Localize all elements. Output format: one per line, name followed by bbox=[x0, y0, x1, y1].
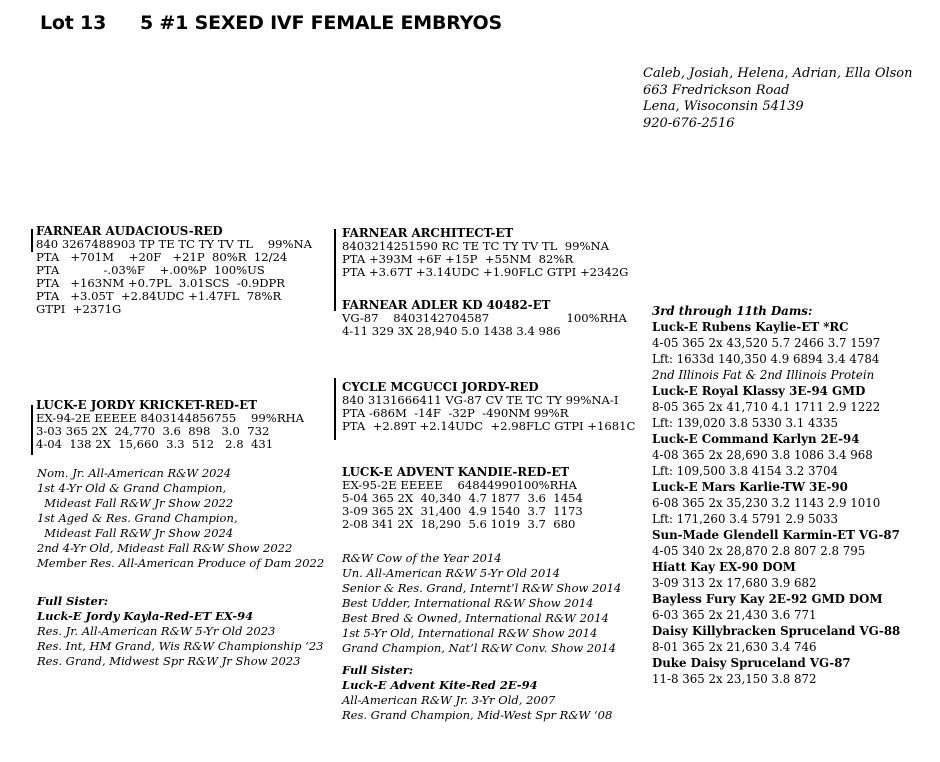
full-sister-name: Luck-E Jordy Kayla-Red-ET EX-94 bbox=[37, 609, 254, 623]
full-sister-line: Res. Jr. All-American R&W 5-Yr Old 2023 bbox=[37, 624, 276, 638]
sire-line: GTPI +2371G bbox=[36, 302, 122, 316]
full-sister-name: Luck-E Advent Kite-Red 2E-94 bbox=[342, 678, 538, 692]
dam-entry-record: Lft: 171,260 3.4 5791 2.9 5033 bbox=[652, 512, 839, 526]
sire-sire-block bbox=[342, 227, 628, 279]
award-line: Mideast Fall R&W Jr Show 2024 bbox=[37, 526, 234, 540]
dam-entry-name: Sun-Made Glendell Karmin-ET VG-87 bbox=[652, 528, 900, 542]
award-line: 2nd 4-Yr Old, Mideast Fall R&W Show 2022 bbox=[37, 541, 293, 555]
dam-entry-record: Lft: 109,500 3.8 4154 3.2 3704 bbox=[652, 464, 839, 478]
sire-line: PTA +701M +20F +21P 80%R 12/24 bbox=[36, 250, 288, 264]
award-line: 1st 4-Yr Old & Grand Champion, bbox=[37, 481, 227, 495]
dam-entry-record: 6-08 365 2x 35,230 3.2 1143 2.9 1010 bbox=[652, 496, 881, 510]
seller-names: Caleb, Josiah, Helena, Adrian, Ella Olson bbox=[643, 66, 913, 81]
seller-phone: 920-676-2516 bbox=[643, 115, 735, 131]
full-sister-line: All-American R&W Jr. 3-Yr Old, 2007 bbox=[342, 693, 556, 707]
sire-name: FARNEAR AUDACIOUS-RED bbox=[36, 224, 223, 238]
sire-line: PTA +3.05T +2.84UDC +1.47FL 78%R bbox=[36, 289, 282, 303]
dam-full-sister bbox=[37, 594, 324, 669]
sire-dam-line: 4-11 329 3X 28,940 5.0 1438 3.4 986 bbox=[342, 324, 561, 338]
dam-dam-line: 2-08 341 2X 18,290 5.6 1019 3.7 680 bbox=[342, 517, 576, 531]
sire-sire-line: PTA +393M +6F +15P +55NM 82%R bbox=[342, 252, 574, 266]
dam-entry-record: 4-05 365 2x 43,520 5.7 2466 3.7 1597 bbox=[652, 336, 881, 350]
dam-entry-record: Lft: 1633d 140,350 4.9 6894 3.4 4784 bbox=[652, 352, 880, 366]
lot-title: 5 #1 SEXED IVF FEMALE EMBRYOS bbox=[140, 12, 502, 34]
dam-entry-record: Lft: 139,020 3.8 5330 3.1 4335 bbox=[652, 416, 839, 430]
award-line: Un. All-American R&W 5-Yr Old 2014 bbox=[342, 566, 560, 580]
award-line: Member Res. All-American Produce of Dam 2022 bbox=[37, 556, 325, 570]
seller-contact bbox=[643, 66, 913, 132]
dam-block bbox=[36, 399, 304, 451]
dam-entry-record: 8-05 365 2x 41,710 4.1 1711 2.9 1222 bbox=[652, 400, 881, 414]
award-line: 1st Aged & Res. Grand Champion, bbox=[37, 511, 238, 525]
sire-dam-name: FARNEAR ADLER KD 40482-ET bbox=[342, 298, 551, 312]
dam-line: 3-03 365 2X 24,770 3.6 898 3.0 732 bbox=[36, 424, 270, 438]
sire-sire-name: FARNEAR ARCHITECT-ET bbox=[342, 226, 514, 240]
dam-entry-name: Bayless Fury Kay 2E-92 GMD DOM bbox=[652, 592, 883, 606]
award-line: Grand Champion, Nat’l R&W Conv. Show 2014 bbox=[342, 641, 617, 655]
award-line: R&W Cow of the Year 2014 bbox=[342, 551, 502, 565]
grand-dam-awards bbox=[342, 551, 621, 656]
dam-dam-line: 3-09 365 2X 31,400 4.9 1540 3.7 1173 bbox=[342, 504, 583, 518]
dam-sire-line: 840 3131666411 VG-87 CV TE TC TY 99%NA-I bbox=[342, 393, 619, 407]
award-line: Mideast Fall R&W Jr Show 2022 bbox=[37, 496, 234, 510]
dam-entry-name: Luck-E Royal Klassy 3E-94 GMD bbox=[652, 384, 866, 398]
dam-entry-record: 4-05 340 2x 28,870 2.8 807 2.8 795 bbox=[652, 544, 866, 558]
sire-line: PTA +163NM +0.7PL 3.01SCS -0.9DPR bbox=[36, 276, 286, 290]
dam-line: 4-04 138 2X 15,660 3.3 512 2.8 431 bbox=[36, 437, 274, 451]
dam-sire-name: CYCLE MCGUCCI JORDY-RED bbox=[342, 380, 539, 394]
dam-dam-block bbox=[342, 466, 583, 531]
full-sister-line: Res. Grand, Midwest Spr R&W Jr Show 2023 bbox=[37, 654, 301, 668]
dams-title: 3rd through 11th Dams: bbox=[652, 304, 813, 318]
full-sister-line: Res. Grand Champion, Mid-West Spr R&W ‘08 bbox=[342, 708, 613, 722]
seller-city: Lena, Wisoconsin 54139 bbox=[643, 99, 804, 114]
dam-line: EX-94-2E EEEEE 8403144856755 99%RHA bbox=[36, 411, 305, 425]
sire-sire-line: 8403214251590 RC TE TC TY TV TL 99%NA bbox=[342, 239, 609, 253]
seller-street: 663 Fredrickson Road bbox=[643, 82, 790, 98]
sire-dam-block bbox=[342, 299, 627, 338]
dam-entry-name: Luck-E Rubens Kaylie-ET *RC bbox=[652, 320, 849, 334]
dam-name: LUCK-E JORDY KRICKET-RED-ET bbox=[36, 398, 257, 412]
dam-entry-record: 11-8 365 2x 23,150 3.8 872 bbox=[652, 672, 817, 686]
dam-entry-name: Hiatt Kay EX-90 DOM bbox=[652, 560, 796, 574]
dam-awards bbox=[37, 466, 324, 571]
full-sister-heading: Full Sister: bbox=[37, 594, 109, 608]
dam-sire-line: PTA -686M -14F -32P -490NM 99%R bbox=[342, 406, 569, 420]
dam-entry-name: Daisy Killybracken Spruceland VG-88 bbox=[652, 624, 901, 638]
dam-entry-note: 2nd Illinois Fat & 2nd Illinois Protein bbox=[652, 368, 875, 382]
dam-entry-name: Duke Daisy Spruceland VG-87 bbox=[652, 656, 851, 670]
award-line: 1st 5-Yr Old, International R&W Show 2014 bbox=[342, 626, 598, 640]
bracket-line bbox=[31, 229, 33, 252]
sire-line: PTA -.03%F +.00%P 100%US bbox=[36, 263, 265, 277]
bracket-line bbox=[31, 405, 33, 455]
bracket-line bbox=[334, 229, 336, 311]
dam-dam-name: LUCK-E ADVENT KANDIE-RED-ET bbox=[342, 465, 570, 479]
full-sister-line: Res. Int, HM Grand, Wis R&W Championship ‘23 bbox=[37, 639, 324, 653]
dam-entry-record: 4-08 365 2x 28,690 3.8 1086 3.4 968 bbox=[652, 448, 873, 462]
award-line: Best Udder, International R&W Show 2014 bbox=[342, 596, 594, 610]
grand-dam-full-sister bbox=[342, 663, 612, 723]
award-line: Senior & Res. Grand, Internt’l R&W Show 2014 bbox=[342, 581, 622, 595]
sire-line: 840 3267488903 TP TE TC TY TV TL 99%NA bbox=[36, 237, 312, 251]
dam-entry-record: 6-03 365 2x 21,430 3.6 771 bbox=[652, 608, 817, 622]
sire-sire-line: PTA +3.67T +3.14UDC +1.90FLC GTPI +2342G bbox=[342, 265, 629, 279]
dam-sire-block bbox=[342, 381, 635, 433]
lot-number: Lot 13 bbox=[40, 12, 107, 34]
maternal-line-dams bbox=[652, 304, 900, 687]
dam-entry-record: 3-09 313 2x 17,680 3.9 682 bbox=[652, 576, 817, 590]
dam-sire-line: PTA +2.89T +2.14UDC +2.98FLC GTPI +1681C bbox=[342, 419, 636, 433]
bracket-line bbox=[334, 378, 336, 440]
sire-dam-line: VG-87 8403142704587 100%RHA bbox=[342, 311, 627, 325]
full-sister-heading: Full Sister: bbox=[342, 663, 414, 677]
dam-dam-line: EX-95-2E EEEEE 64844990100%RHA bbox=[342, 478, 577, 492]
dam-entry-record: 8-01 365 2x 21,630 3.4 746 bbox=[652, 640, 817, 654]
award-line: Best Bred & Owned, International R&W 2014 bbox=[342, 611, 609, 625]
dam-dam-line: 5-04 365 2X 40,340 4.7 1877 3.6 1454 bbox=[342, 491, 583, 505]
dam-entry-name: Luck-E Command Karlyn 2E-94 bbox=[652, 432, 860, 446]
award-line: Nom. Jr. All-American R&W 2024 bbox=[37, 466, 232, 480]
sire-block bbox=[36, 225, 312, 316]
dam-entry-name: Luck-E Mars Karlie-TW 3E-90 bbox=[652, 480, 848, 494]
